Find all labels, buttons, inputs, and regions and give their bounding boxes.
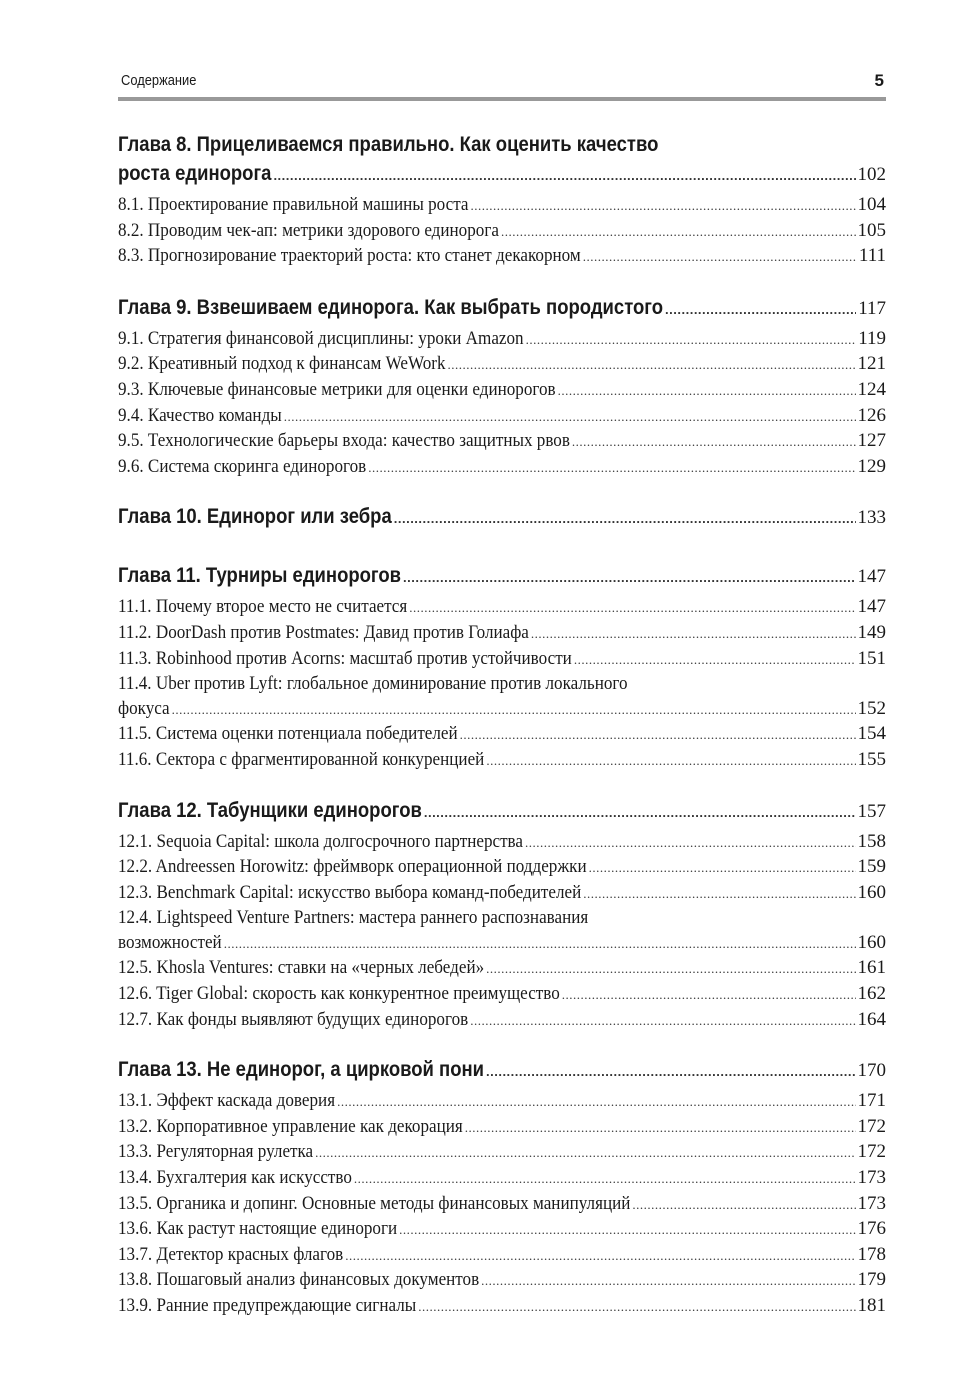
toc-section[interactable] — [118, 956, 886, 982]
section-page: 149 — [857, 621, 886, 643]
header-rule — [118, 97, 886, 101]
dot-leader — [354, 1166, 856, 1192]
toc-section[interactable] — [118, 404, 886, 430]
section-title: 11.2. DoorDash против Postmates: Давид против Голиафа — [118, 621, 529, 643]
section-title: 12.2. Andreessen Horowitz: фреймворк операционной поддержки — [118, 856, 587, 878]
section-title: 11.5. Система оценки потенциала победителей — [118, 723, 458, 745]
toc-section[interactable] — [118, 1192, 886, 1218]
toc-section[interactable] — [118, 1166, 886, 1192]
section-title-line2: фокуса — [118, 697, 170, 719]
chapter-9-page: 117 — [858, 297, 886, 319]
chapter-8-page: 102 — [857, 164, 886, 185]
chapter-8-entry[interactable] — [118, 159, 886, 190]
section-title: 8.2. Проводим чек-ап: метрики здорового единорога — [118, 219, 499, 241]
dot-leader — [501, 219, 856, 245]
section-title: 13.5. Органика и допинг. Основные методы финансовых манипуляций — [118, 1192, 631, 1214]
dot-leader — [273, 159, 855, 190]
section-page: 147 — [857, 596, 886, 618]
section-page: 154 — [857, 723, 886, 745]
dot-leader — [572, 429, 856, 455]
toc-section[interactable] — [118, 1115, 886, 1141]
toc-section[interactable] — [118, 1243, 886, 1269]
section-title: 9.1. Стратегия финансовой дисциплины: уроки Amazon — [118, 327, 524, 349]
toc-section[interactable] — [118, 327, 886, 353]
toc-section[interactable] — [118, 455, 886, 481]
section-page: 162 — [857, 983, 886, 1005]
section-page: 158 — [857, 830, 886, 852]
chapter-13-title: Глава 13. Не единорог, а цирковой пони — [118, 1058, 485, 1082]
section-title: 12.5. Khosla Ventures: ставки на «черных лебедей» — [118, 957, 485, 979]
section-page: 119 — [858, 327, 886, 349]
toc-section[interactable] — [118, 647, 886, 673]
dot-leader — [526, 327, 857, 353]
section-title-line2: возможностей — [118, 931, 222, 953]
dot-leader — [460, 722, 856, 748]
toc-section[interactable] — [118, 429, 886, 455]
chapter-10-page: 133 — [857, 507, 886, 529]
dot-leader — [531, 621, 856, 647]
chapter-9-entry[interactable] — [118, 293, 886, 324]
section-page: 164 — [857, 1008, 886, 1030]
chapter-11-group — [118, 561, 886, 773]
dot-leader — [481, 1268, 855, 1294]
dot-leader — [470, 193, 855, 219]
toc-section[interactable] — [118, 219, 886, 245]
dot-leader — [558, 378, 856, 404]
chapter-12-entry[interactable] — [118, 796, 886, 827]
toc-section[interactable] — [118, 1140, 886, 1166]
section-title: 13.8. Пошаговый анализ финансовых документов — [118, 1269, 480, 1291]
section-title: 11.3. Robinhood против Acorns: масштаб против устойчивости — [118, 647, 572, 669]
section-page: 121 — [857, 353, 886, 375]
toc-section[interactable] — [118, 244, 886, 270]
section-title: 12.6. Tiger Global: скорость как конкурентное преимущество — [118, 983, 560, 1005]
section-title: 9.5. Технологические барьеры входа: качество защитных рвов — [118, 430, 570, 452]
section-page: 172 — [857, 1115, 886, 1137]
dot-leader — [418, 1294, 855, 1320]
chapter-10-group — [118, 502, 886, 533]
dot-leader — [574, 647, 856, 673]
table-of-contents — [118, 130, 886, 1342]
toc-section[interactable] — [118, 855, 886, 881]
dot-leader — [665, 293, 856, 324]
dot-leader — [486, 956, 855, 982]
dot-leader — [315, 1140, 855, 1166]
toc-section[interactable] — [118, 352, 886, 378]
section-title: 13.4. Бухгалтерия как искусство — [118, 1167, 352, 1189]
section-page: 124 — [857, 378, 886, 400]
toc-section[interactable] — [118, 1217, 886, 1243]
chapter-13-page: 170 — [857, 1060, 886, 1082]
dot-leader — [172, 697, 856, 723]
dot-leader — [224, 931, 856, 957]
section-page: 179 — [857, 1269, 886, 1291]
toc-section-line1[interactable]: 11.4. Uber против Lyft: глобальное доминирование против локального — [118, 673, 628, 695]
toc-section[interactable] — [118, 830, 886, 856]
chapter-12-title: Глава 12. Табунщики единорогов — [118, 798, 422, 822]
dot-leader — [465, 1115, 856, 1141]
section-page: 160 — [857, 881, 886, 903]
dot-leader — [470, 1008, 855, 1034]
dot-leader — [424, 796, 856, 827]
dot-leader — [632, 1192, 855, 1218]
chapter-12-group — [118, 796, 886, 1034]
section-page: 161 — [857, 957, 886, 979]
chapter-13-entry[interactable] — [118, 1055, 886, 1086]
dot-leader — [583, 881, 855, 907]
section-page: 129 — [857, 455, 886, 477]
section-title: 12.7. Как фонды выявляют будущих единорогов — [118, 1008, 469, 1030]
dot-leader — [394, 502, 856, 533]
section-title: 8.3. Прогнозирование траекторий роста: кто станет декакорном — [118, 245, 581, 267]
dot-leader — [399, 1217, 855, 1243]
section-title: 13.7. Детектор красных флагов — [118, 1243, 344, 1265]
section-page: 127 — [857, 430, 886, 452]
section-page: 105 — [857, 219, 886, 241]
dot-leader — [486, 1055, 856, 1086]
section-title: 13.2. Корпоративное управление как декорация — [118, 1115, 463, 1137]
section-title: 13.9. Ранние предупреждающие сигналы — [118, 1295, 417, 1316]
section-title: 9.3. Ключевые финансовые метрики для оценки единорогов — [118, 378, 556, 400]
chapter-8-title-line1[interactable]: Глава 8. Прицеливаемся правильно. Как оценить качество — [118, 133, 659, 156]
chapter-11-title: Глава 11. Турниры единорогов — [118, 564, 402, 588]
section-title: 12.3. Benchmark Capital: искусство выбора команд-победителей — [118, 881, 582, 903]
running-title: Содержание — [121, 72, 197, 89]
section-page: 152 — [857, 697, 886, 719]
chapter-8-title-line2: роста единорога — [118, 162, 272, 185]
toc-section[interactable] — [118, 1268, 886, 1294]
section-page: 181 — [857, 1295, 886, 1316]
dot-leader — [368, 455, 855, 481]
section-title: 9.4. Качество команды — [118, 404, 282, 426]
section-title: 13.1. Эффект каскада доверия — [118, 1090, 336, 1112]
section-title: 12.1. Sequoia Capital: школа долгосрочного партнерства — [118, 830, 523, 852]
running-header — [118, 70, 886, 94]
toc-section[interactable] — [118, 1008, 886, 1034]
chapter-11-entry[interactable] — [118, 561, 886, 592]
section-page: 111 — [858, 245, 886, 267]
dot-leader — [486, 748, 855, 774]
chapter-8-group — [118, 130, 886, 270]
dot-leader — [583, 244, 857, 270]
section-title: 9.2. Креативный подход к финансам WeWork — [118, 353, 446, 375]
dot-leader — [337, 1089, 855, 1115]
chapter-12-page: 157 — [857, 800, 886, 822]
section-page: 151 — [857, 647, 886, 669]
toc-section[interactable] — [118, 697, 886, 723]
toc-section[interactable] — [118, 722, 886, 748]
toc-section[interactable] — [118, 378, 886, 404]
dot-leader — [409, 595, 855, 621]
section-page: 172 — [857, 1141, 886, 1163]
toc-section[interactable] — [118, 1089, 886, 1115]
dot-leader — [448, 352, 856, 378]
toc-section[interactable] — [118, 621, 886, 647]
dot-leader — [284, 404, 856, 430]
toc-section[interactable] — [118, 982, 886, 1008]
section-page: 176 — [857, 1218, 886, 1240]
section-title: 8.1. Проектирование правильной машины роста — [118, 194, 469, 215]
page-number: 5 — [874, 71, 884, 90]
section-page: 104 — [857, 194, 886, 215]
section-title: 13.3. Регуляторная рулетка — [118, 1141, 314, 1163]
toc-section[interactable] — [118, 748, 886, 774]
section-title: 13.6. Как растут настоящие единороги — [118, 1218, 398, 1240]
section-title: 11.1. Почему второе место не считается — [118, 596, 408, 618]
dot-leader — [589, 855, 856, 881]
toc-section-line1[interactable]: 12.4. Lightspeed Venture Partners: мастера раннего распознавания — [118, 907, 589, 929]
section-page: 126 — [857, 404, 886, 426]
dot-leader — [525, 830, 856, 856]
section-page: 159 — [857, 856, 886, 878]
section-title: 11.6. Сектора с фрагментированной конкуренцией — [118, 748, 485, 770]
chapter-11-page: 147 — [857, 566, 886, 588]
toc-section[interactable] — [118, 1294, 886, 1320]
toc-section[interactable] — [118, 931, 886, 957]
chapter-13-group — [118, 1055, 886, 1319]
chapter-9-group — [118, 293, 886, 481]
toc-section[interactable] — [118, 193, 886, 219]
section-title: 9.6. Система скоринга единорогов — [118, 455, 367, 477]
section-page: 173 — [857, 1192, 886, 1214]
section-page: 171 — [857, 1090, 886, 1112]
section-page: 178 — [857, 1243, 886, 1265]
section-page: 155 — [857, 748, 886, 770]
dot-leader — [345, 1243, 855, 1269]
dot-leader — [562, 982, 856, 1008]
chapter-10-entry[interactable] — [118, 502, 886, 533]
toc-section[interactable] — [118, 881, 886, 907]
toc-section[interactable] — [118, 595, 886, 621]
chapter-10-title: Глава 10. Единорог или зебра — [118, 505, 392, 529]
chapter-9-title: Глава 9. Взвешиваем единорога. Как выбрать породистого — [118, 295, 664, 319]
section-page: 160 — [857, 931, 886, 953]
dot-leader — [403, 561, 855, 592]
section-page: 173 — [857, 1167, 886, 1189]
